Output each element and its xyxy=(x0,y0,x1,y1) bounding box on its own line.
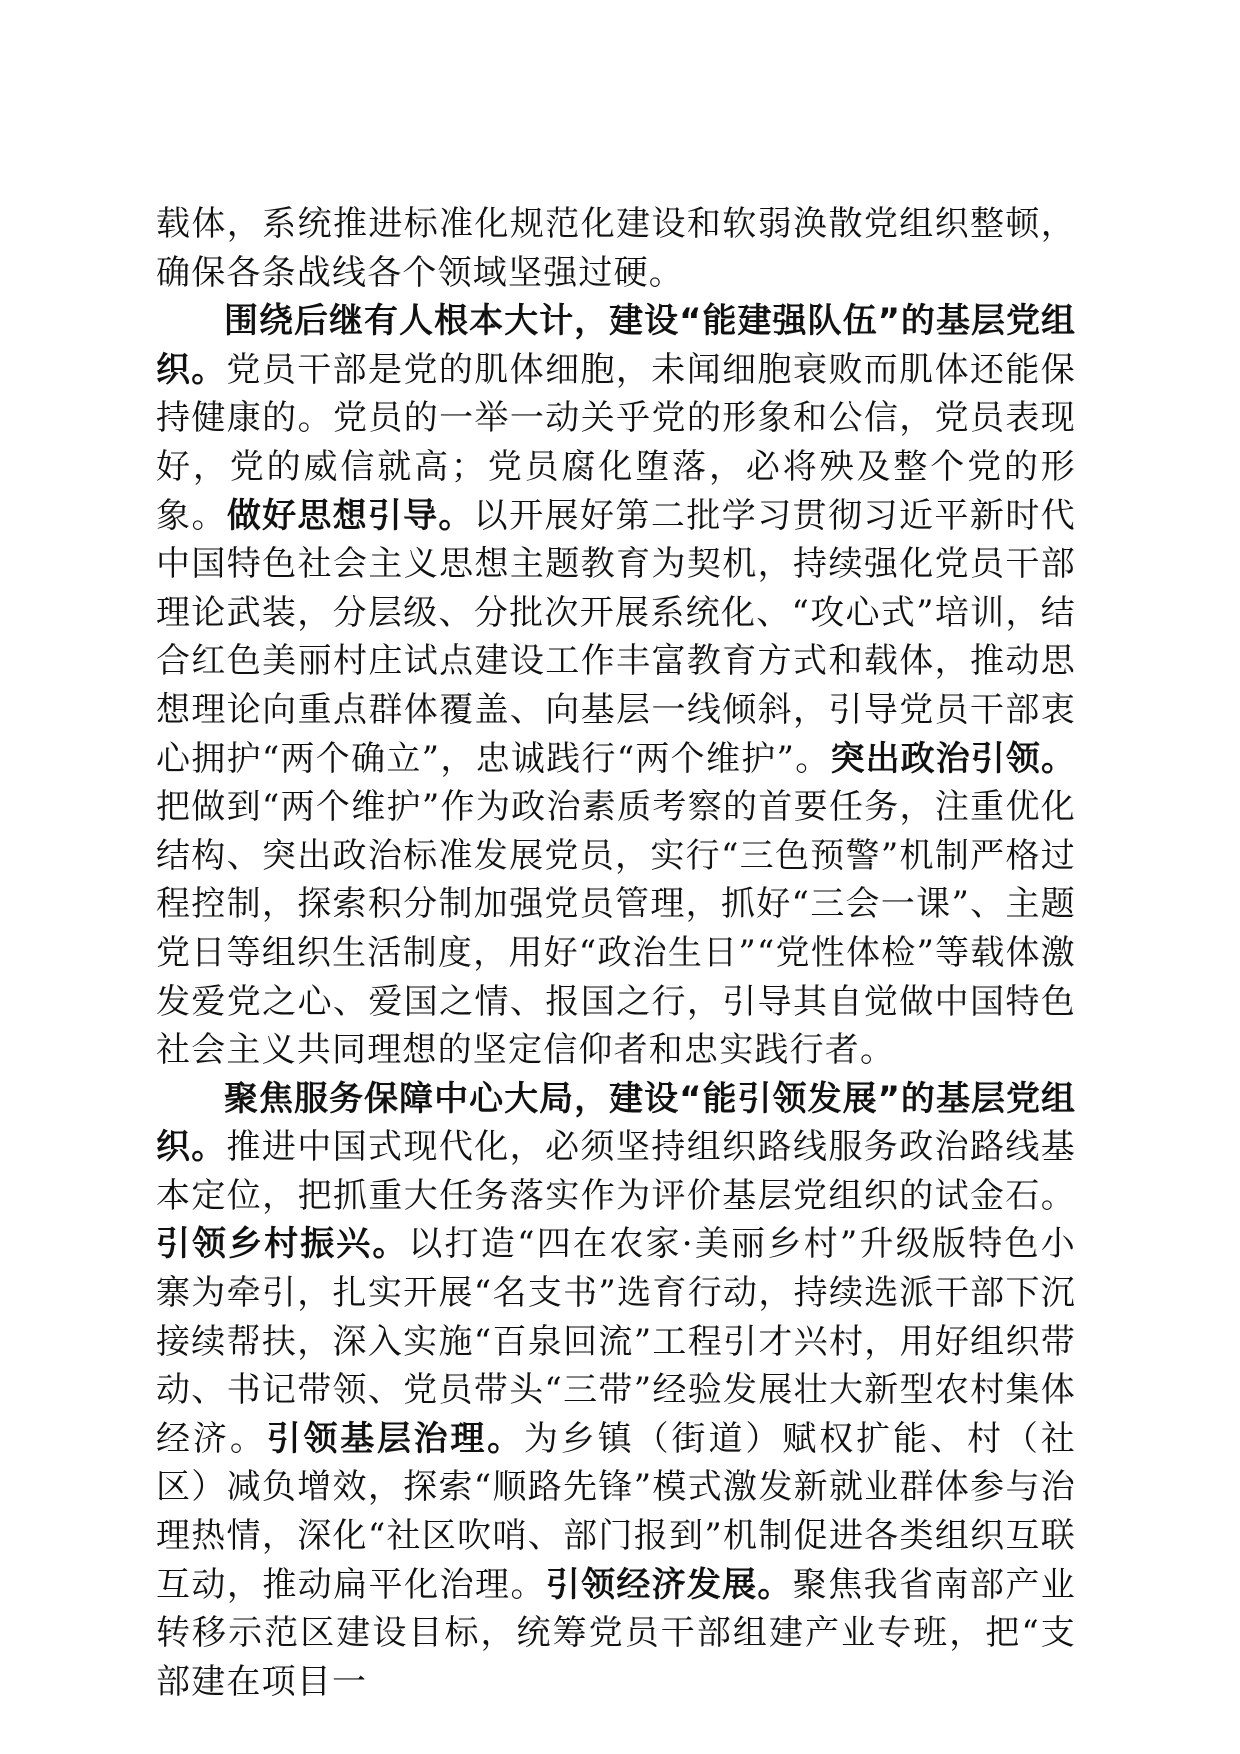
paragraph xyxy=(156,1075,1076,1707)
body-text: 把做到“两个维护”作为政治素质考察的首要任务，注重优化结构、突出政治标准发展党员，实行“三色预警”机制严格过程控制，探索积分制加强党员管理，抓好“三会一课”、主题党日等组织生活制度，用好“政治生日”“党性体检”等载体激发爱党之心、爱国之情、报国之行，引导其自觉做中国特色社会主义共同理想的坚定信仰者和忠实践行者。 xyxy=(156,787,1076,1071)
body-text: 以开展好第二批学习贯彻习近平新时代中国特色社会主义思想主题教育为契机，持续强化党员干部理论武装，分层级、分批次开展系统化、“攻心式”培训，结合红色美丽村庄试点建设工作丰富教育方式和载体，推动思想理论向重点群体覆盖、向基层一线倾斜，引导党员干部衷心拥护“两个确立”，忠诚践行“两个维护”。 xyxy=(156,495,1076,779)
subheading: 引领基层治理。 xyxy=(266,1418,524,1459)
body-text: 为乡镇（街道）赋权扩能、村（社区）减负增效，探索“顺路先锋”模式激发新就业群体参与治理热情，深化“社区吹哨、部门报到”机制促进各类组织互联互动，推动扁平化治理。 xyxy=(156,1418,1077,1605)
body-text: 载体，系统推进标准化规范化建设和软弱涣散党组织整顿，确保各条战线各个领域坚强过硬。 xyxy=(156,204,1076,293)
body-text: 党员干部是党的肌体细胞，未闻细胞衰败而肌体还能保持健康的。党员的一举一动关乎党的形象和公信，党员表现好，党的威信就高；党员腐化堕落，必将殃及整个党的形象。 xyxy=(156,349,1076,536)
paragraph xyxy=(156,200,1076,297)
body-text: 以打造“四在农家·美丽乡村”升级版特色小寨为牵引，扎实开展“名支书”选育行动，持续选派干部下沉接续帮扶，深入实施“百泉回流”工程引才兴村，用好组织带动、书记带领、党员带头“三带”经验发展壮大新型农村集体经济。 xyxy=(156,1224,1076,1459)
section-heading: 围绕后继有人根本大计，建设“能建强队伍”的基层党组织。 xyxy=(156,301,1076,390)
subheading: 引领经济发展。 xyxy=(545,1564,793,1605)
paragraph xyxy=(156,297,1076,1075)
subheading: 做好思想引导。 xyxy=(226,495,474,536)
document-body xyxy=(156,200,1076,1706)
body-text: 聚焦我省南部产业转移示范区建设目标，统筹党员干部组建产业专班，把“支部建在项目一 xyxy=(156,1564,1076,1702)
subheading: 突出政治引领。 xyxy=(830,738,1077,779)
subheading: 引领乡村振兴。 xyxy=(156,1224,409,1265)
section-heading: 聚焦服务保障中心大局，建设“能引领发展”的基层党组织。 xyxy=(156,1078,1076,1168)
body-text: 推进中国式现代化，必须坚持组织路线服务政治路线基本定位，把抓重大任务落实作为评价基层党组织的试金石。 xyxy=(156,1127,1076,1216)
